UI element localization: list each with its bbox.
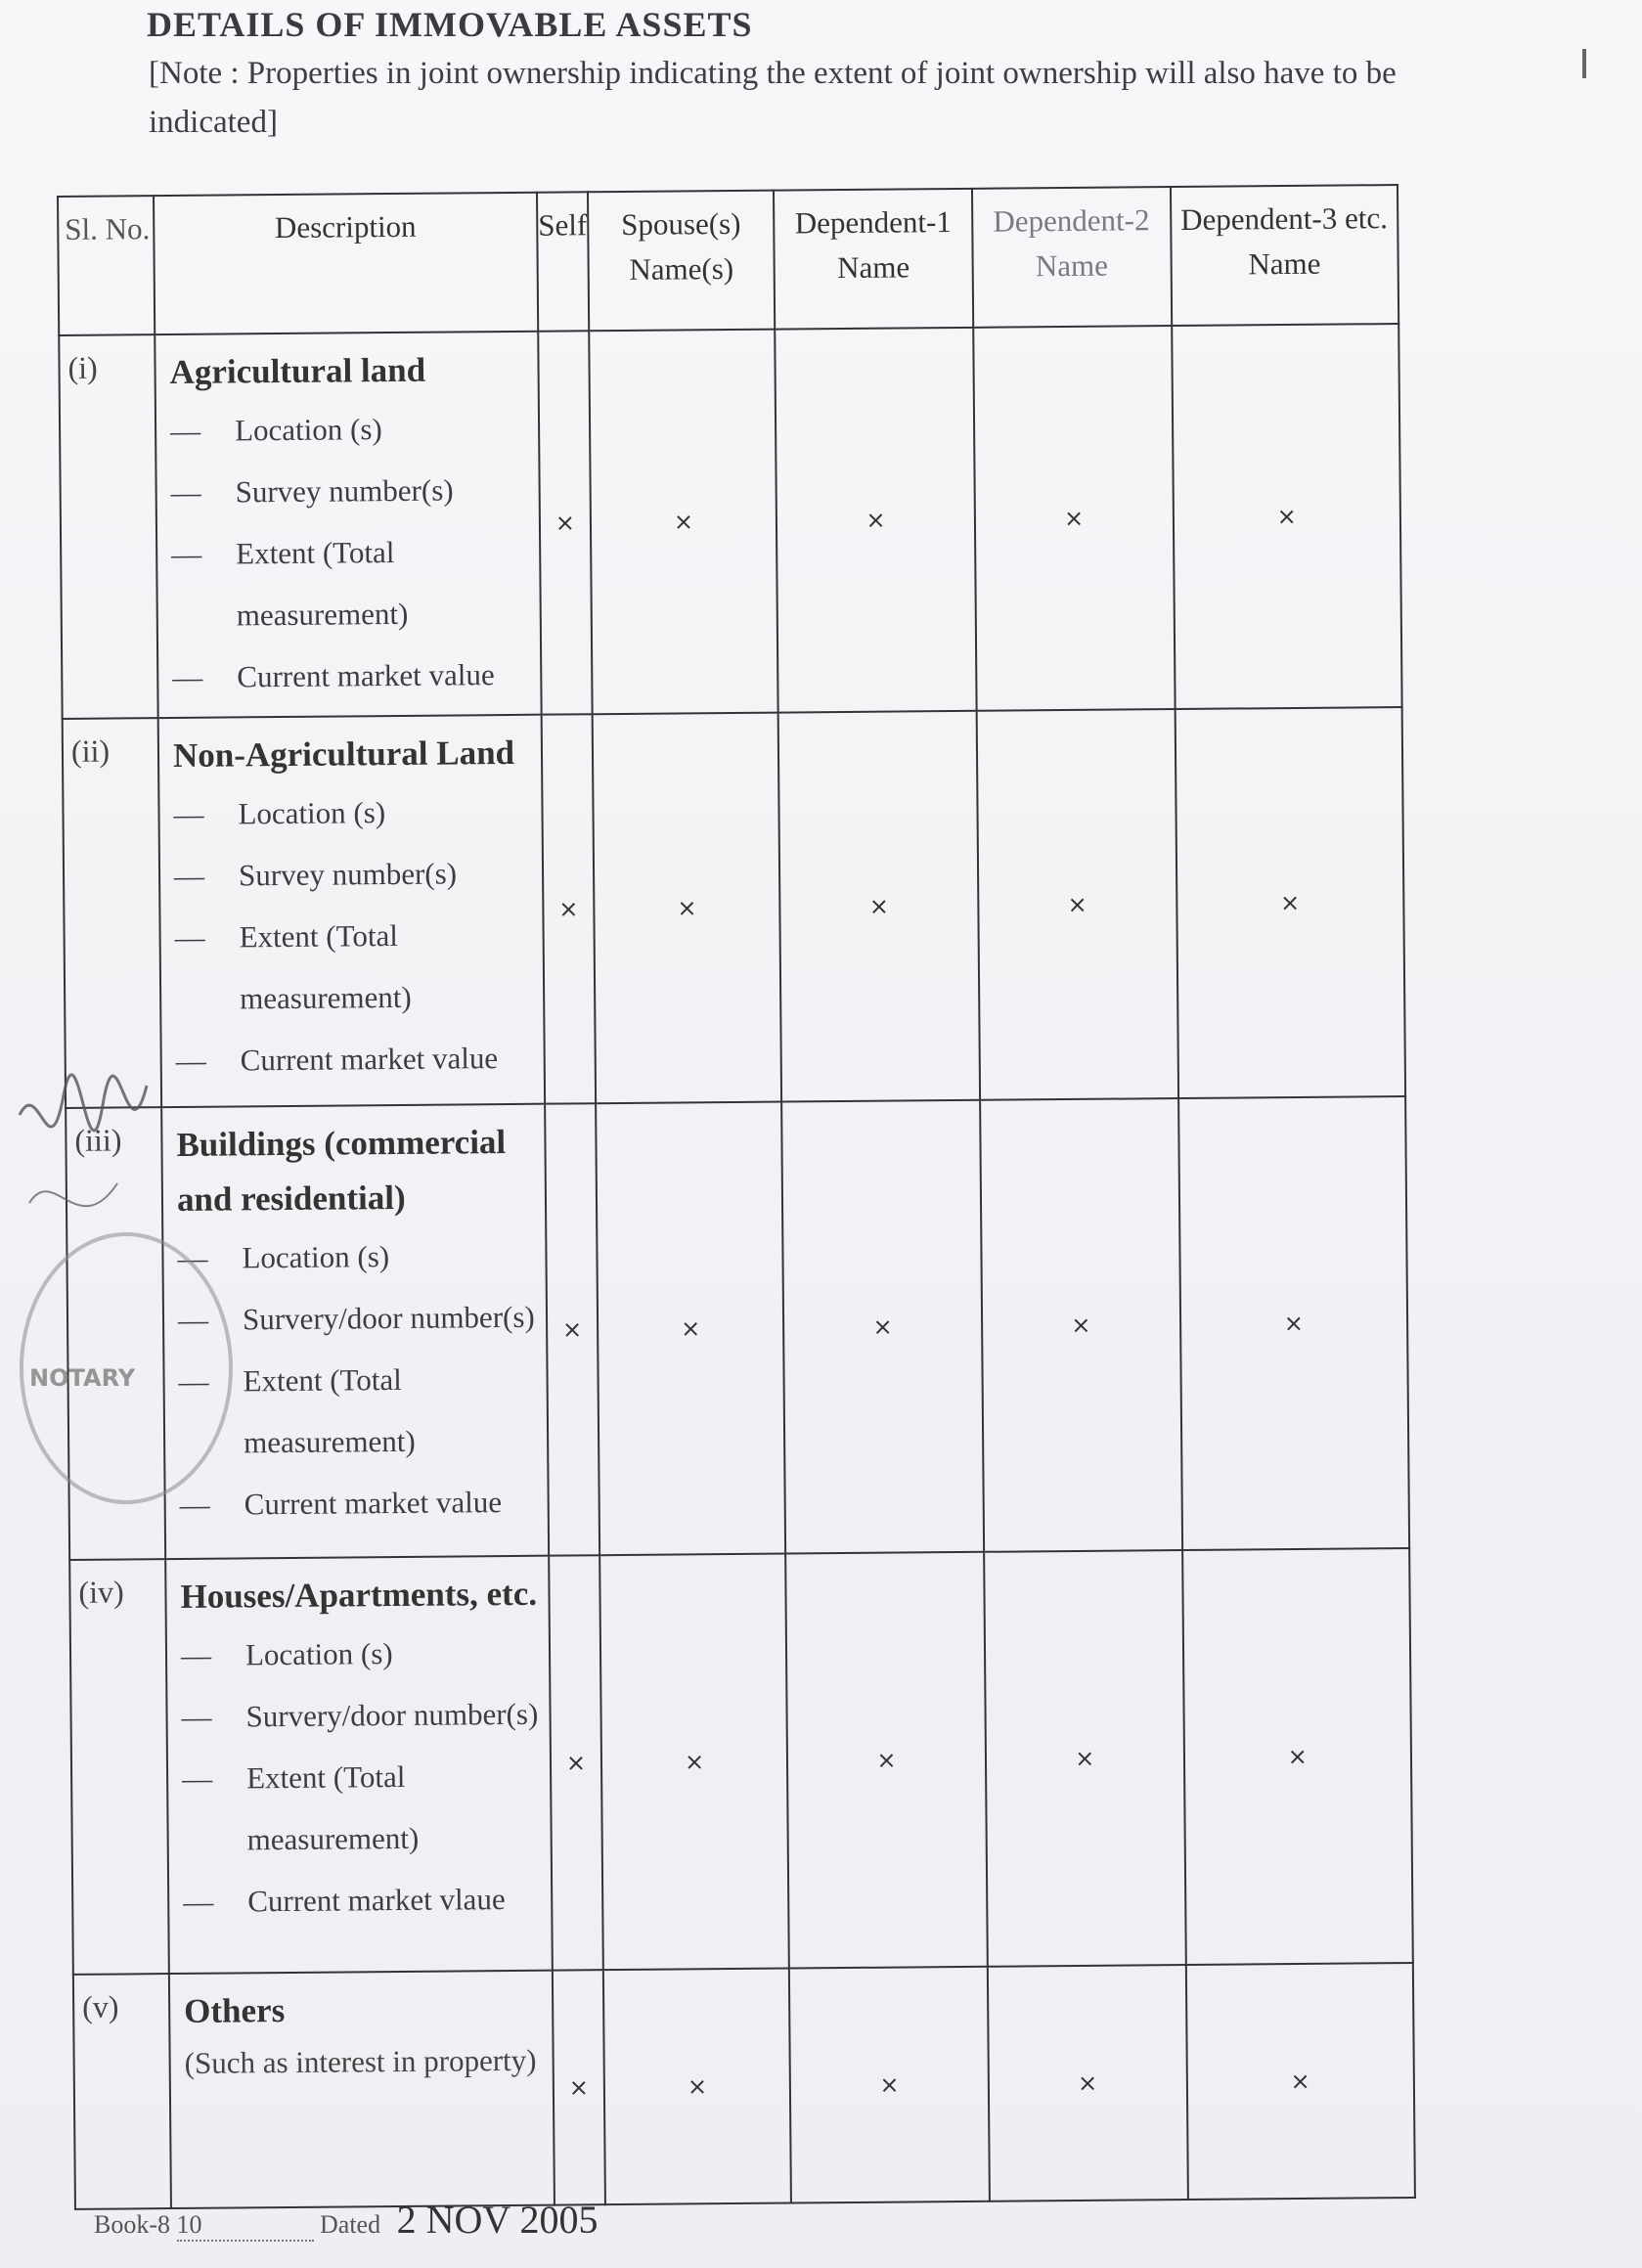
row-description (155, 332, 541, 718)
list-item: measurement) (240, 979, 412, 1016)
note-text: [Note : Properties in joint ownership indicating the extent of joint ownership will also have to be indicated] (149, 56, 1397, 140)
page-heading: DETAILS OF IMMOVABLE ASSETS (147, 5, 753, 44)
category-subtitle: (Such as interest in property) (184, 2042, 537, 2080)
list-item: — Current market value (175, 1041, 499, 1078)
cross-mark: × (549, 1555, 603, 1970)
cross-mark: × (538, 331, 592, 714)
date-stamp: 2 NOV 2005 (396, 2198, 599, 2242)
cross-mark: × (1172, 324, 1402, 709)
list-item: — Current market vlaue (183, 1882, 506, 1919)
cross-mark: × (789, 1967, 990, 2203)
col-spouse: Spouse(s) Name(s) (588, 191, 775, 332)
cross-mark: × (1175, 707, 1405, 1098)
row-sl-no: (ii) (63, 718, 161, 1108)
cross-mark: × (984, 1550, 1185, 1967)
table-row (69, 1548, 1413, 1975)
list-item: — Current market value (172, 657, 495, 694)
list-item: — Survery/door number(s) (181, 1696, 539, 1734)
col-sl-no: Sl. No. (58, 196, 155, 335)
list-item: — Extent (Total (181, 1758, 406, 1796)
row-description (158, 715, 545, 1107)
cross-mark: × (977, 709, 1178, 1100)
row-description (165, 1556, 553, 1974)
cross-mark: × (781, 1100, 984, 1554)
table-row (73, 1963, 1415, 2209)
list-item: — Location (s) (180, 1636, 393, 1672)
list-item: — Location (s) (177, 1239, 390, 1275)
category-title: Non-Agricultural Land (172, 733, 515, 775)
table-header-row (58, 185, 1398, 335)
category-title: Buildings (commercial (176, 1123, 507, 1164)
cross-mark: × (1178, 1096, 1409, 1550)
book-label: Book-8 (94, 2210, 170, 2239)
dated-label: Dated (320, 2210, 381, 2239)
row-sl-no: (v) (73, 1974, 171, 2209)
signature-scribble-icon (10, 1056, 156, 1252)
cross-mark: × (589, 330, 778, 715)
cross-mark: × (596, 1102, 785, 1556)
cross-mark: × (545, 1103, 599, 1555)
cross-mark: × (593, 713, 782, 1104)
list-item: measurement) (246, 1820, 420, 1857)
col-dependent-1: Dependent-1 Name (774, 189, 973, 330)
cross-mark: × (973, 326, 1175, 711)
book-number: 10 (177, 2210, 314, 2242)
list-item: — Location (s) (169, 412, 382, 448)
list-item: — Extent (Total (171, 534, 395, 571)
pencil-mark (1582, 49, 1586, 78)
footer-line (94, 2197, 599, 2243)
cross-mark: × (980, 1098, 1182, 1552)
category-title: Others (184, 1991, 286, 2030)
cross-mark: × (778, 711, 980, 1102)
list-item: — Extent (Total (174, 917, 399, 955)
list-item: measurement) (243, 1423, 416, 1460)
category-title: Agricultural land (169, 350, 426, 391)
cross-mark: × (599, 1554, 789, 1971)
list-item: — Current market value (179, 1485, 503, 1522)
row-sl-no: (i) (59, 334, 157, 719)
col-dependent-2: Dependent-2 Name (972, 187, 1172, 328)
category-title-cont: and residential) (176, 1178, 406, 1219)
notary-stamp-text: NOTARY (29, 1364, 136, 1392)
cross-mark: × (553, 1970, 605, 2204)
list-item: measurement) (236, 596, 409, 633)
cross-mark: × (775, 328, 976, 713)
category-title: Houses/Apartments, etc. (180, 1574, 538, 1616)
cross-mark: × (785, 1552, 987, 1969)
table-row (63, 707, 1405, 1108)
table-row (59, 324, 1401, 719)
list-item: — Survery/door number(s) (177, 1299, 535, 1337)
list-item: — Extent (Total (178, 1361, 402, 1399)
cross-mark: × (542, 714, 596, 1103)
col-description: Description (154, 193, 538, 334)
list-item: — Survey number(s) (173, 856, 458, 893)
cross-mark: × (988, 1965, 1188, 2201)
cross-mark: × (1185, 1963, 1415, 2200)
cross-mark: × (603, 1969, 791, 2205)
col-self: Self (537, 192, 589, 331)
row-sl-no: (iii) (66, 1107, 165, 1560)
row-description (169, 1971, 555, 2208)
cross-mark: × (1182, 1548, 1413, 1965)
table-row (66, 1096, 1409, 1560)
list-item: — Location (s) (173, 795, 386, 831)
row-sl-no: (iv) (69, 1559, 169, 1975)
col-dependent-3: Dependent-3 etc. Name (1171, 185, 1399, 326)
list-item: — Survey number(s) (170, 472, 454, 510)
immovable-assets-table (57, 184, 1416, 2210)
